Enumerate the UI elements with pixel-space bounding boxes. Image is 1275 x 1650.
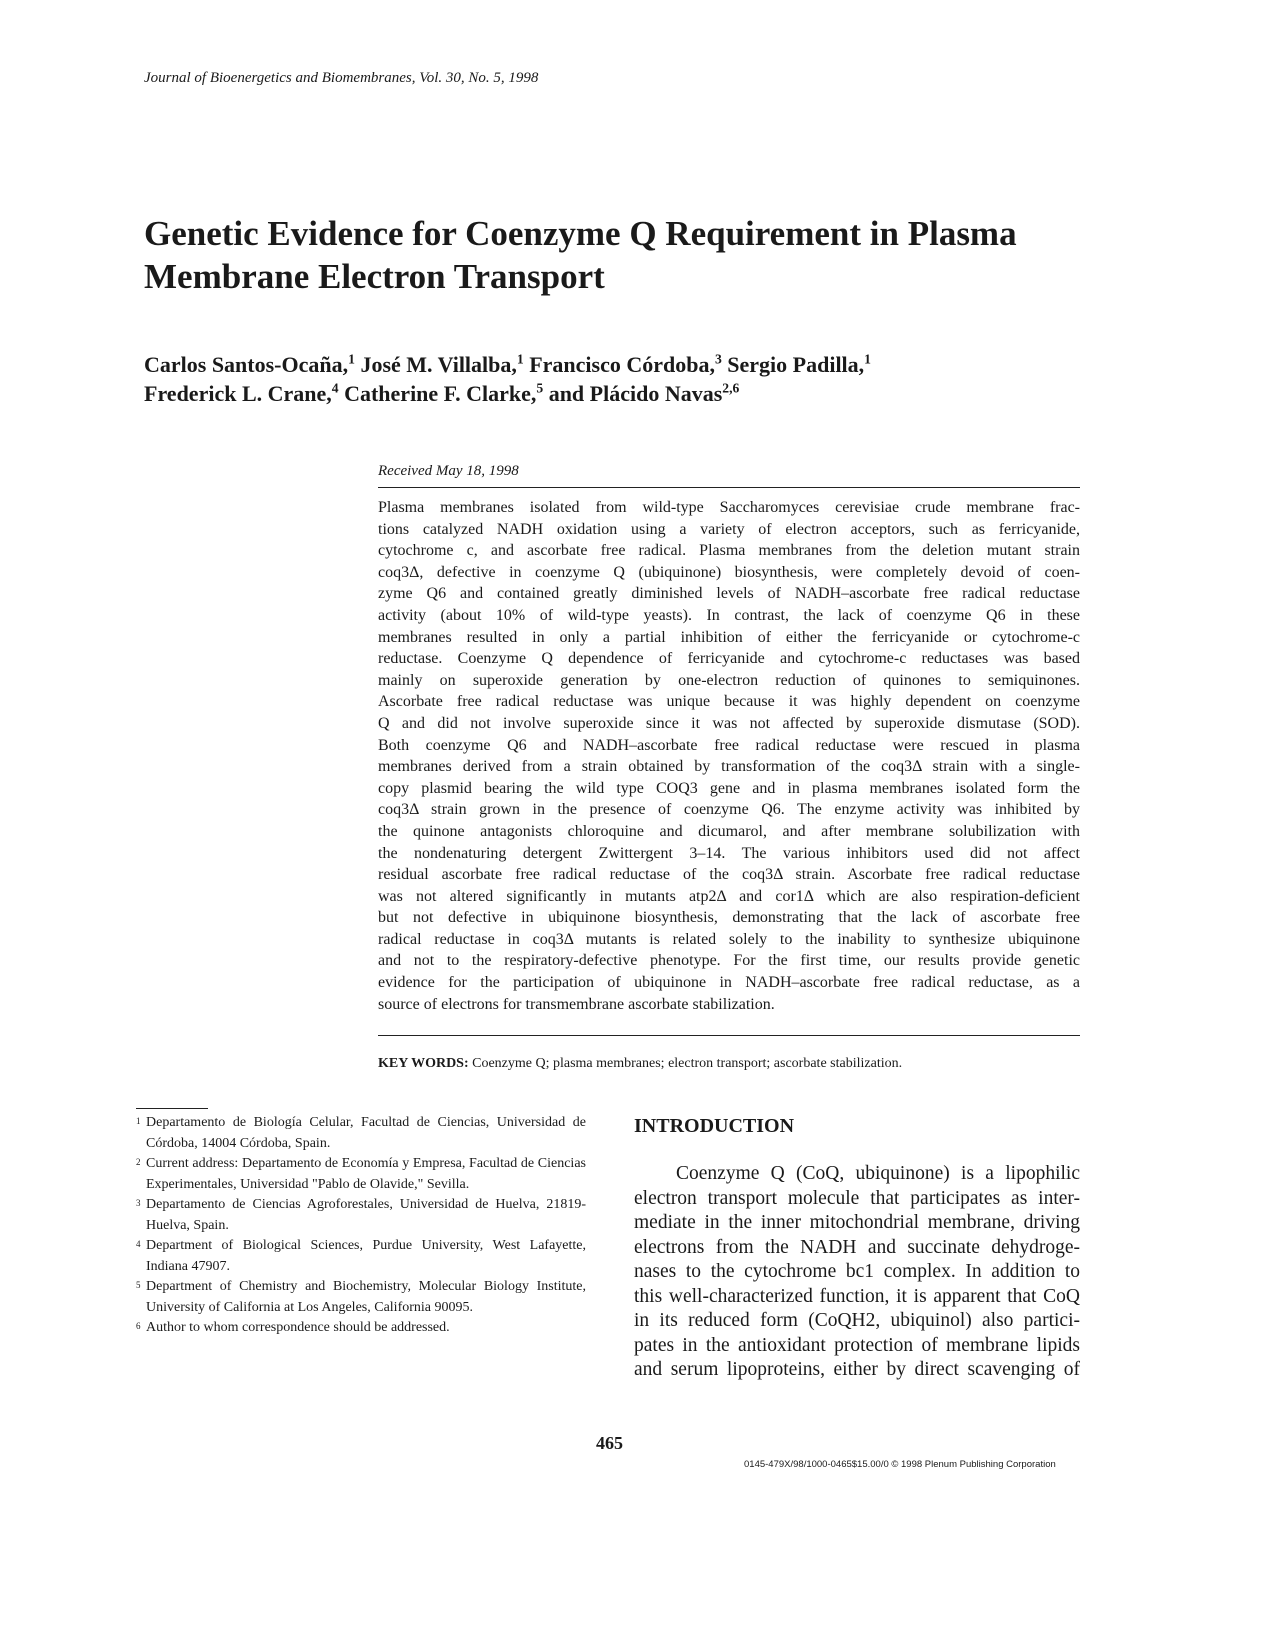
copyright-line: 0145-479X/98/1000-0465$15.00/0 © 1998 Plenum Publishing Corporation — [744, 1459, 1056, 1470]
footnote — [136, 1277, 586, 1318]
author: Carlos Santos-Ocaña,$^1$ — [144, 351, 355, 377]
author-line — [144, 350, 871, 379]
footnote — [136, 1236, 586, 1277]
keywords-text: Coenzyme Q; plasma membranes; electron transport; ascorbate stabilization. — [472, 1056, 903, 1071]
abstract-line: Ascorbate free radical reductase was unique because it was highly dependent on coenzyme — [378, 693, 1080, 711]
abstract-line: copy plasmid bearing the wild type COQ3 gene and in plasma membranes isolated form the — [378, 779, 1080, 797]
footnote — [136, 1113, 586, 1154]
abstract-line: Q and did not involve superoxide since it was not affected by superoxide dismutase (SOD). — [378, 714, 1080, 732]
introduction-body — [634, 1162, 1080, 1383]
abstract-line: mainly on superoxide generation by one-electron reduction of quinones to semiquinones. — [378, 671, 1080, 689]
footnote-number: 2 — [136, 1157, 141, 1167]
abstract-line: source of electrons for transmembrane ascorbate stabilization. — [378, 995, 775, 1013]
footnote-text: Departamento de Ciencias Agroforestales, Universidad de Huelva, 21819-Huelva, Spain. — [146, 1197, 586, 1233]
footnote-text: Department of Chemistry and Biochemistry, Molecular Biology Institute, University of California at Los Angeles, California 90095. — [146, 1279, 586, 1315]
abstract-line: Plasma membranes isolated from wild-type Saccharomyces cerevisiae crude membrane frac- — [378, 499, 1080, 516]
abstract-line: zyme Q6 and contained greatly diminished levels of NADH–ascorbate free radical reductase — [378, 585, 1080, 603]
abstract-line: radical reductase in coq3Δ mutants is related solely to the inability to synthesize ubiquinone — [378, 930, 1080, 948]
abstract-line: tions catalyzed NADH oxidation using a variety of electron acceptors, such as ferricyanide, — [378, 520, 1080, 538]
introduction-line: in its reduced form (CoQH2, ubiquinol) also partici- — [634, 1310, 1080, 1331]
author-line — [144, 379, 871, 408]
page-number: 465 — [596, 1433, 623, 1453]
keywords-label: KEY WORDS: — [378, 1056, 469, 1071]
introduction-line: and serum lipoproteins, either by direct scavenging of — [634, 1359, 1080, 1380]
abstract-line: membranes resulted in only a partial inhibition of either the ferricyanide or cytochrome-c — [378, 628, 1080, 646]
author: Sergio Padilla,$^1$ — [727, 351, 871, 377]
abstract-top-rule — [378, 487, 1080, 488]
author: Catherine F. Clarke,$^5$ — [344, 380, 544, 407]
abstract-bottom-rule — [378, 1035, 1080, 1036]
footnote-text: Author to whom correspondence should be addressed. — [146, 1320, 450, 1335]
title-line: Membrane Electron Transport — [144, 256, 605, 296]
footnote-number: 5 — [136, 1280, 141, 1290]
paper-title — [144, 213, 1144, 298]
abstract-line: Both coenzyme Q6 and NADH–ascorbate free radical reductase were rescued in plasma — [378, 736, 1080, 754]
abstract-line: coq3Δ, defective in coenzyme Q (ubiquinone) biosynthesis, were completely devoid of coen- — [378, 563, 1080, 581]
introduction-line: this well-characterized function, it is apparent that CoQ — [634, 1285, 1080, 1307]
footnote — [136, 1195, 586, 1236]
footnote-text: Current address: Departamento de Economía y Empresa, Facultad de Ciencias Experimentales, Universidad "Pablo de Olavide," Sevilla. — [146, 1156, 586, 1192]
abstract-line: membranes derived from a strain obtained by transformation of the coq3Δ strain with a single- — [378, 758, 1080, 776]
journal-citation: Journal of Bioenergetics and Biomembranes, Vol. 30, No. 5, 1998 — [144, 70, 539, 86]
author: Francisco Córdoba,$^3$ — [529, 351, 722, 377]
introduction-line: pates in the antioxidant protection of membrane lipids — [634, 1334, 1080, 1356]
footnote-number: 6 — [136, 1321, 141, 1331]
introduction-line: Coenzyme Q (CoQ, ubiquinone) is a lipophilic — [676, 1163, 1080, 1184]
abstract-line: activity (about 10% of wild-type yeasts). In contrast, the lack of coenzyme Q6 in these — [378, 606, 1080, 624]
footnote — [136, 1318, 586, 1339]
footnote-number: 4 — [136, 1239, 141, 1249]
author: José M. Villalba,$^1$ — [360, 351, 524, 377]
abstract-line: coq3Δ strain grown in the presence of coenzyme Q6. The enzyme activity was inhibited by — [378, 801, 1080, 819]
abstract-line: but not defective in ubiquinone biosynthesis, demonstrating that the lack of ascorbate free — [378, 909, 1080, 927]
footnote-number: 3 — [136, 1198, 141, 1208]
abstract-line: was not altered significantly in mutants atp2Δ and cor1Δ which are also respiration-deficient — [378, 887, 1080, 905]
author: Frederick L. Crane,$^4$ — [144, 380, 339, 407]
introduction-line: electron transport molecule that participates as inter- — [634, 1187, 1080, 1209]
footnote — [136, 1154, 586, 1195]
keywords — [378, 1056, 902, 1072]
abstract-line: the nondenaturing detergent Zwittergent 3–14. The various inhibitors used did not affect — [378, 844, 1080, 862]
abstract-line: evidence for the participation of ubiquinone in NADH–ascorbate free radical reductase, as a — [378, 974, 1080, 992]
introduction-line: nases to the cytochrome bc1 complex. In addition to — [634, 1261, 1080, 1282]
author-list — [144, 350, 871, 408]
footnote-number: 1 — [136, 1116, 141, 1126]
received-date: Received May 18, 1998 — [378, 463, 519, 479]
abstract-line: the quinone antagonists chloroquine and dicumarol, and after membrane solubilization with — [378, 822, 1080, 840]
abstract-line: reductase. Coenzyme Q dependence of ferricyanide and cytochrome-c reductases was based — [378, 650, 1080, 668]
abstract-line: cytochrome c, and ascorbate free radical. Plasma membranes from the deletion mutant strain — [378, 542, 1080, 560]
author: and Plácido Navas$^{2,6}$ — [548, 380, 740, 407]
introduction-line: electrons from the NADH and succinate dehydroge- — [634, 1236, 1080, 1258]
title-line: Genetic Evidence for Coenzyme Q Requirement in Plasma — [144, 214, 1017, 253]
footnote-divider — [136, 1108, 208, 1109]
abstract-line: and not to the respiratory-defective phenotype. For the first time, our results provide genetic — [378, 952, 1080, 970]
footnotes — [136, 1113, 586, 1339]
footnote-text: Department of Biological Sciences, Purdue University, West Lafayette, Indiana 47907. — [146, 1238, 586, 1274]
introduction-heading: INTRODUCTION — [634, 1115, 795, 1137]
footnote-text: Departamento de Biología Celular, Facultad de Ciencias, Universidad de Córdoba, 14004 Córdoba, Spain. — [146, 1115, 586, 1151]
abstract — [378, 497, 1080, 1015]
abstract-line: residual ascorbate free radical reductase of the coq3Δ strain. Ascorbate free radical reductase — [378, 866, 1080, 884]
introduction-line: mediate in the inner mitochondrial membrane, driving — [634, 1212, 1080, 1233]
